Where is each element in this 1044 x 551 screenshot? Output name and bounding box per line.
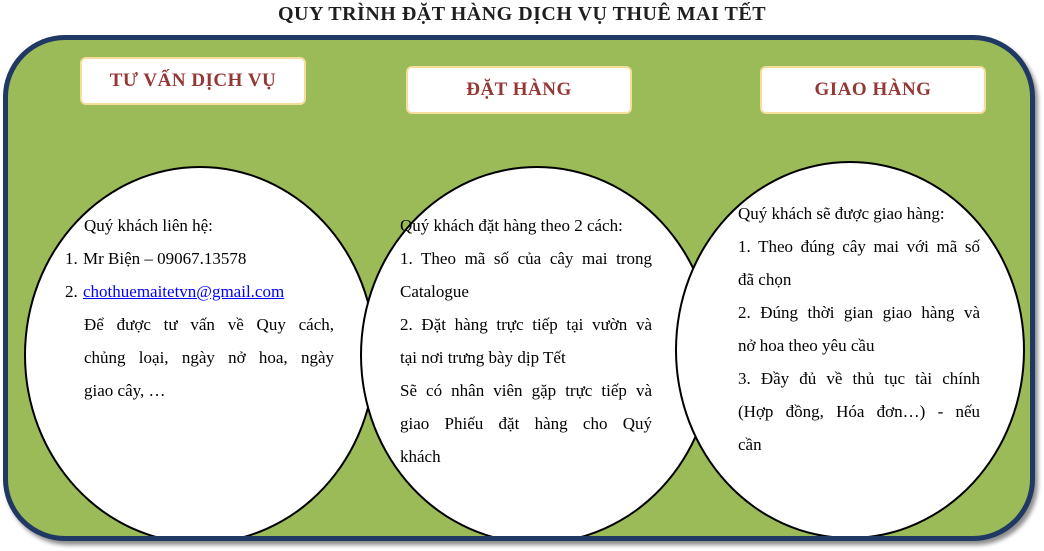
contact-phone bbox=[65, 242, 334, 275]
process-panel bbox=[3, 35, 1035, 541]
step-3-line: 3. Đầy đủ về thủ tục tài chính bbox=[738, 369, 980, 388]
step-1-intro: Quý khách liên hệ: bbox=[84, 216, 213, 235]
step-1-text bbox=[65, 209, 334, 407]
diagram-title: QUY TRÌNH ĐẶT HÀNG DỊCH VỤ THUÊ MAI TẾT bbox=[277, 3, 767, 25]
step-2-line: 1. Theo mã số của cây mai trong bbox=[400, 249, 652, 268]
step-1-desc-line: chủng loại, ngày nở hoa, ngày bbox=[84, 348, 334, 367]
step-3-heading: GIAO HÀNG bbox=[760, 66, 986, 114]
email-link[interactable]: chothuemaitetvn@gmail.com bbox=[83, 282, 285, 301]
step-2-line: Catalogue bbox=[400, 282, 469, 301]
step-1-desc-line: giao cây, … bbox=[84, 381, 166, 400]
step-2-line: khách bbox=[400, 447, 441, 466]
step-2-line: 2. Đặt hàng trực tiếp tại vườn và bbox=[400, 315, 652, 334]
step-2-text bbox=[400, 209, 652, 473]
step-2-line: Sẽ có nhân viên gặp trực tiếp và bbox=[400, 381, 652, 400]
contact-email bbox=[65, 275, 334, 308]
list-number: 1. bbox=[65, 249, 78, 268]
step-3-text bbox=[738, 197, 980, 461]
step-3-intro: Quý khách sẽ được giao hàng: bbox=[738, 204, 945, 223]
step-3-line: 1. Theo đúng cây mai với mã số bbox=[738, 237, 980, 256]
step-3-line: 2. Đúng thời gian giao hàng và bbox=[738, 303, 980, 322]
step-3-line: (Hợp đồng, Hóa đơn…) - nếu bbox=[738, 402, 980, 421]
step-2-line: tại nơi trưng bày dịp Tết bbox=[400, 348, 566, 367]
contact-phone-text: Mr Biện – 09067.13578 bbox=[83, 249, 247, 268]
step-1-heading: TƯ VẤN DỊCH VỤ bbox=[80, 57, 306, 105]
step-1-desc-line: Để được tư vấn về Quy cách, bbox=[84, 315, 334, 334]
step-2-line: giao Phiếu đặt hàng cho Quý bbox=[400, 414, 652, 433]
step-3-line: cần bbox=[738, 435, 762, 454]
step-3-line: đã chọn bbox=[738, 270, 792, 289]
step-2-intro: Quý khách đặt hàng theo 2 cách: bbox=[400, 216, 623, 235]
step-2-heading: ĐẶT HÀNG bbox=[406, 66, 632, 114]
step-3-line: nở hoa theo yêu cầu bbox=[738, 336, 875, 355]
list-number: 2. bbox=[65, 282, 78, 301]
